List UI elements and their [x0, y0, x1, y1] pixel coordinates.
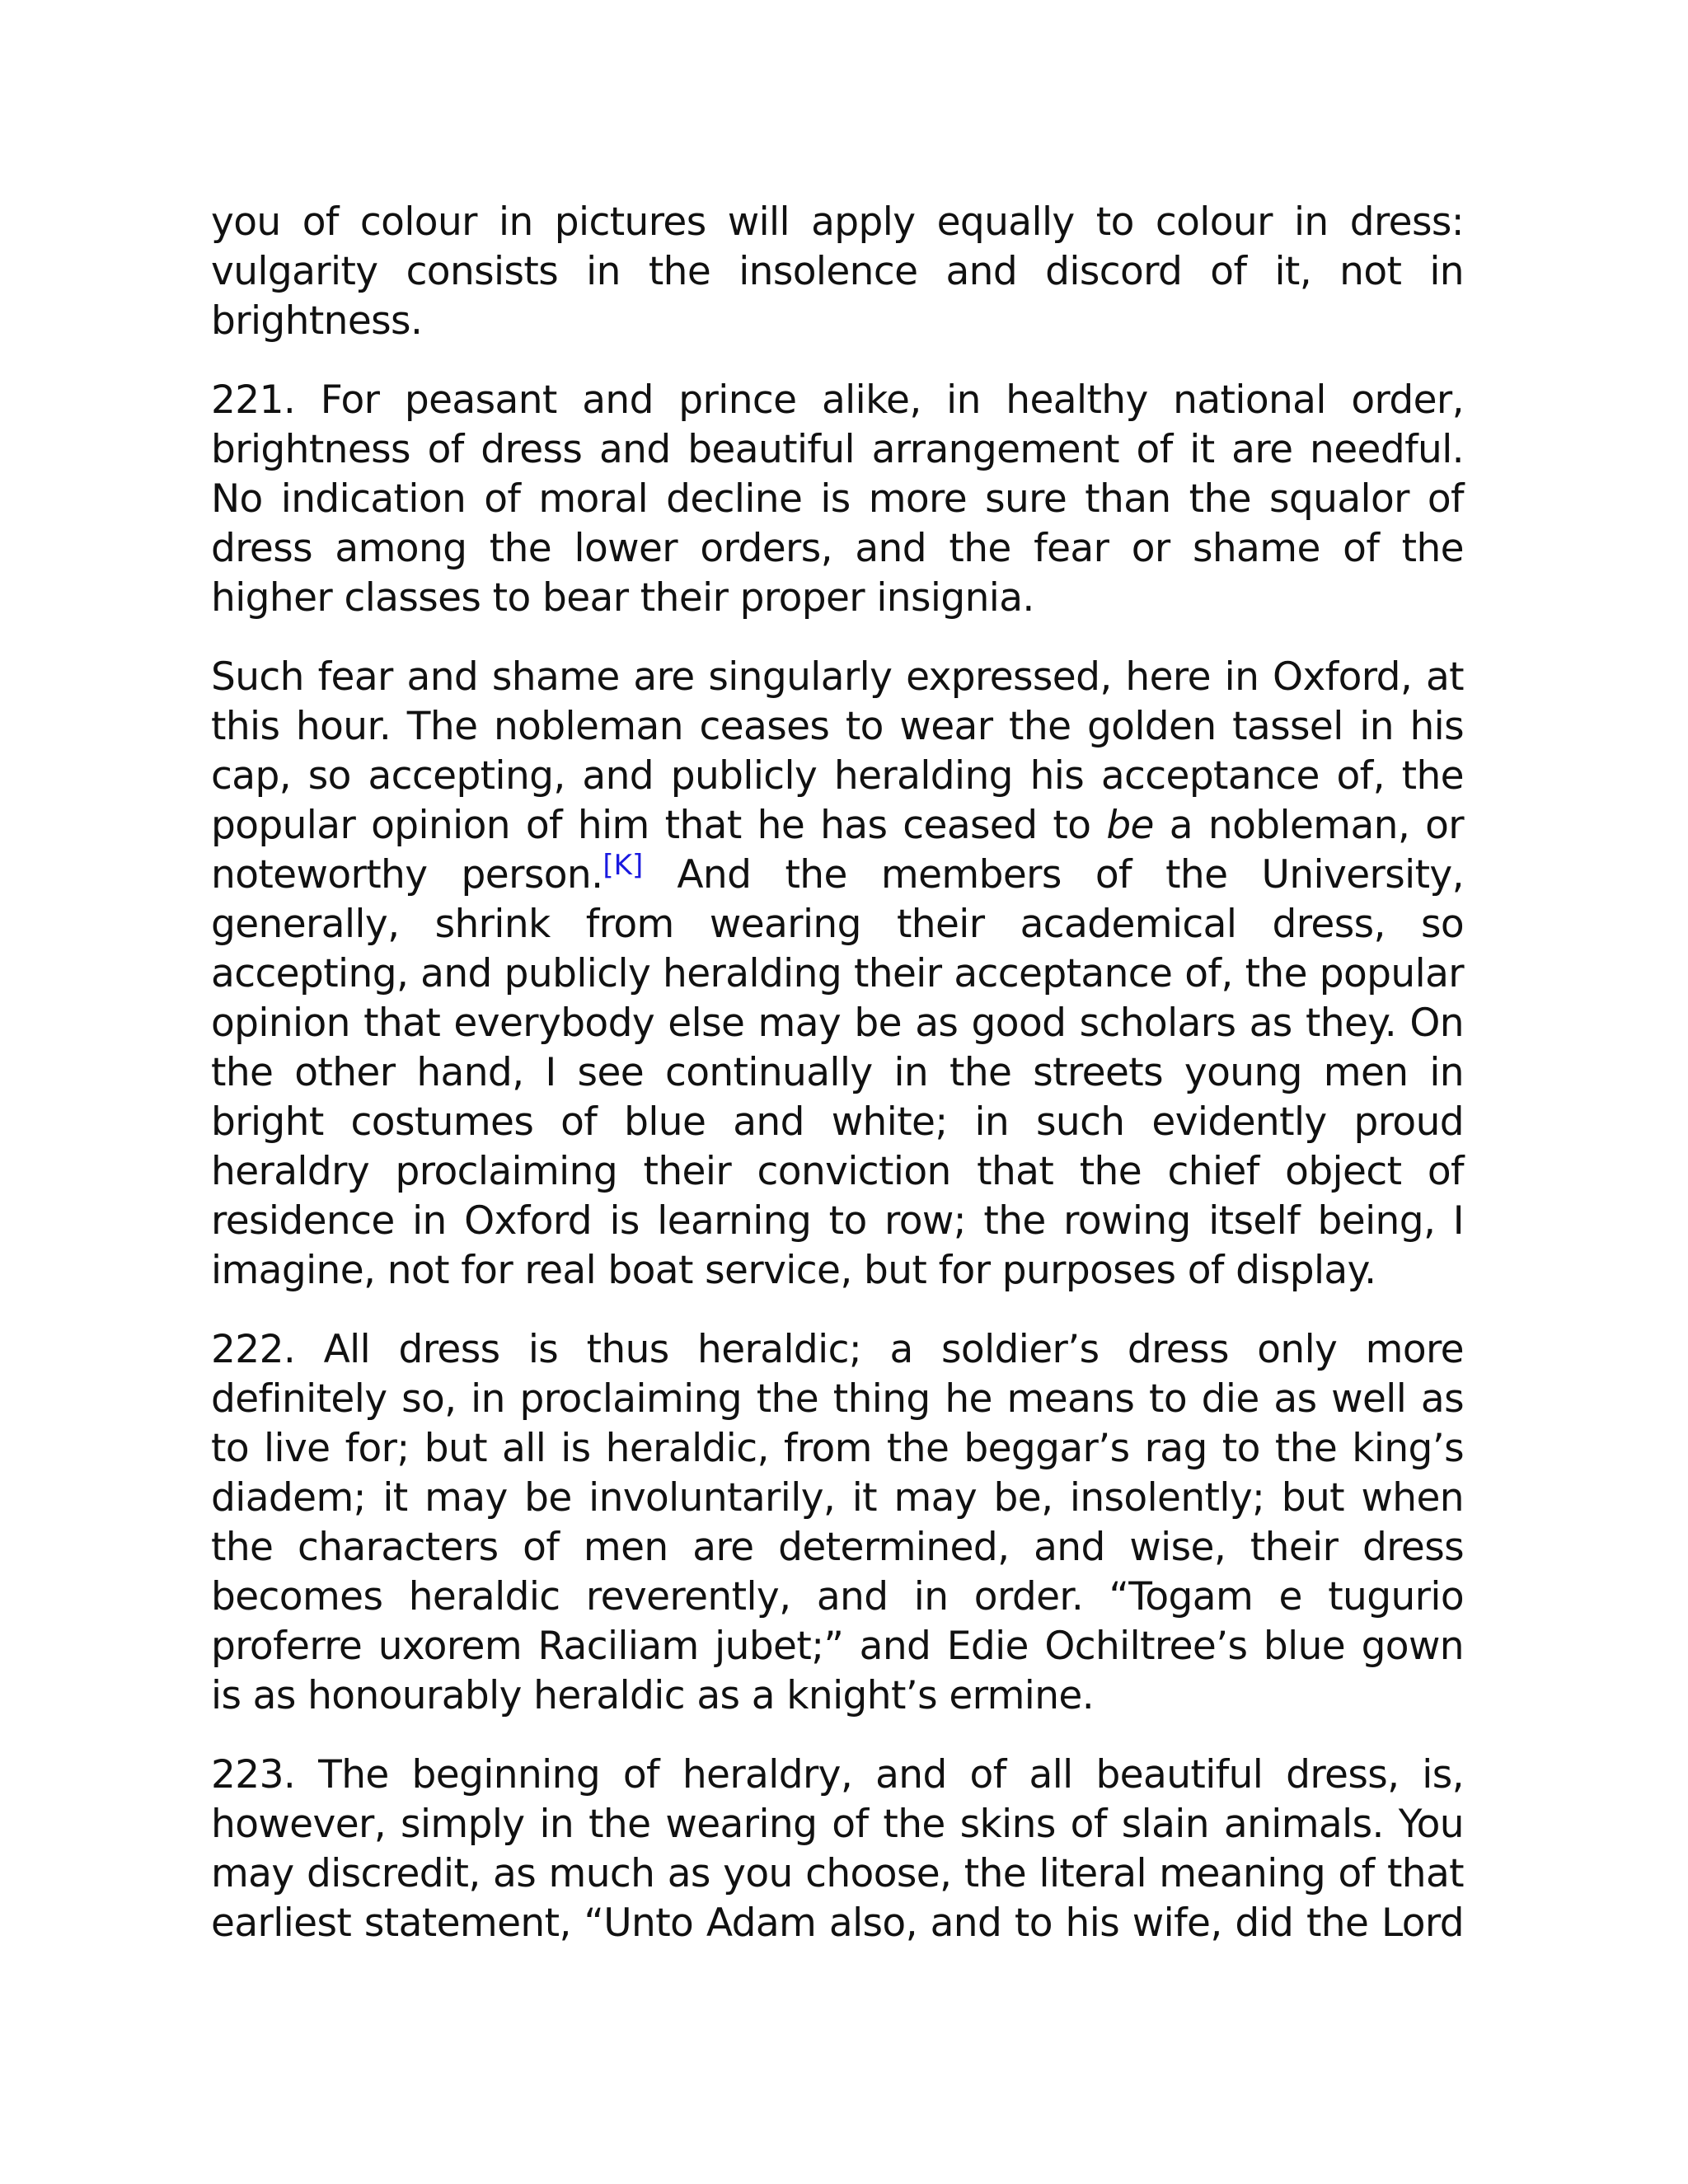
paragraph-text: a nobleman, or noteworthy person. — [211, 803, 1464, 898]
paragraph-oxford — [211, 653, 1464, 1296]
footnote-link[interactable]: [K] — [603, 849, 644, 882]
paragraph-continuation: you of colour in pictures will apply equally to colour in dress: vulgarity consists in the insolence and discord of it, not in brightness. — [211, 199, 1464, 344]
paragraph-text: Such fear and shame are singularly expressed, here in Oxford, at this hour. The nobleman ceases to wear the golden tassel in his cap, so accepting, and publicly heralding his acceptance of, the popular opinion of him that he has ceased to — [211, 654, 1464, 848]
page-body — [211, 198, 1464, 1948]
paragraph-222: 222. All dress is thus heraldic; a soldier’s dress only more definitely so, in proclaiming the thing he means to die as well as to live for; but all is heraldic, from the beggar’s rag to the king’s diadem; it may be involuntarily, it may be, insolently; but when the characters of men are determined, and wise, their dress becomes heraldic reverently, and in order. “Togam e tugurio proferre uxorem Raciliam jubet;” and Edie Ochiltree’s blue gown is as honourably heraldic as a knight’s ermine. — [211, 1327, 1464, 1718]
paragraph-223: 223. The beginning of heraldry, and of all beautiful dress, is, however, simply in the wearing of the skins of slain animals. You may discredit, as much as you choose, the literal meaning of that earliest statement, “Unto Adam also, and to his wife, did the Lord — [211, 1752, 1464, 1946]
emphasis-text: be — [1106, 803, 1154, 848]
paragraph-221: 221. For peasant and prince alike, in healthy national order, brightness of dress and beautiful arrangement of it are needful. No indication of moral decline is more sure than the squalor of dress among the lower orders, and the fear or shame of the higher classes to bear their proper insignia. — [211, 377, 1464, 621]
paragraph-text: And the members of the University, generally, shrink from wearing their academical dress, so accepting, and publicly heralding their acceptance of, the popular opinion that everybody else may be as good scholars as they. On the other hand, I see continually in the streets young men in bright costumes of blue and white; in such evidently proud heraldry proclaiming their conviction that the chief object of residence in Oxford is learning to row; the rowing itself being, I imagine, not for real boat service, but for purposes of display. — [211, 852, 1464, 1293]
